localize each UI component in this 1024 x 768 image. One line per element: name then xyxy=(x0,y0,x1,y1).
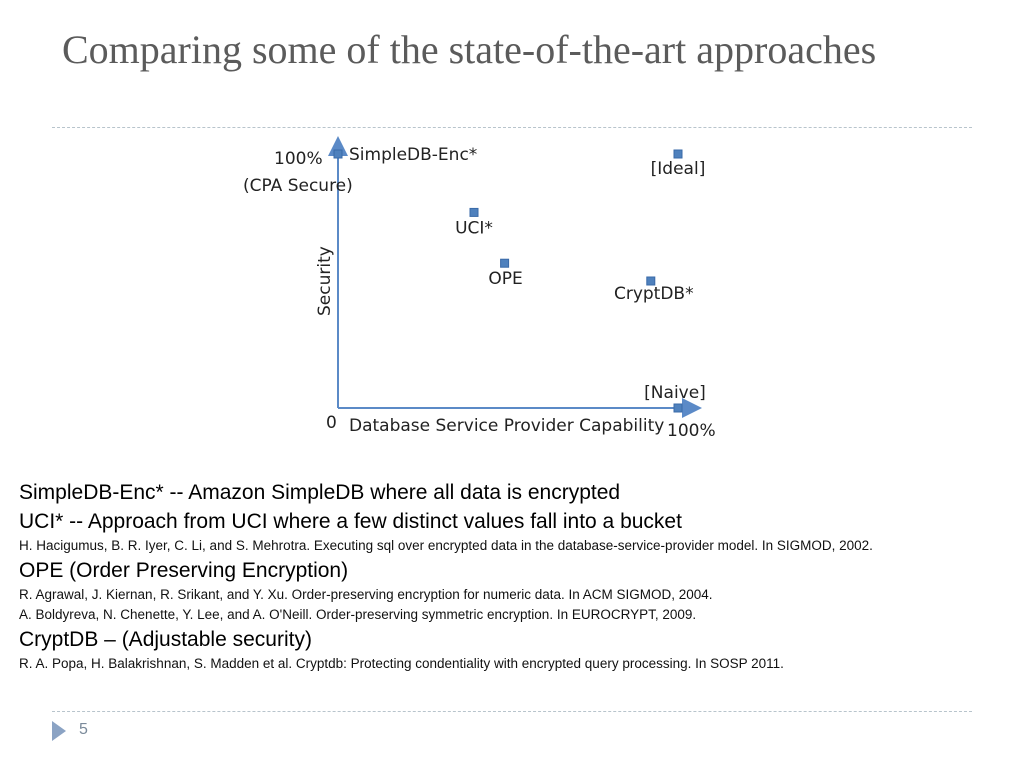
x-max-label: 100% xyxy=(667,421,716,441)
y-max-label: 100% xyxy=(274,149,323,169)
y-max-sublabel: (CPA Secure) xyxy=(243,176,353,196)
reference-list xyxy=(19,478,1009,674)
slide-title: Comparing some of the state-of-the-art approaches xyxy=(62,27,877,72)
point-ope xyxy=(501,259,509,267)
point-label-naive: [Naive] xyxy=(644,383,706,403)
x-axis-label: Database Service Provider Capability xyxy=(349,416,665,436)
point-ideal xyxy=(674,150,682,158)
point-label-simpledb-enc: SimpleDB-Enc* xyxy=(349,145,478,165)
point-uci xyxy=(470,208,478,216)
ref-uci-heading: UCI* -- Approach from UCI where a few distinct values fall into a bucket xyxy=(19,510,682,533)
footer-arrow-icon xyxy=(52,721,66,741)
x-origin-label: 0 xyxy=(326,413,337,433)
point-label-ope: OPE xyxy=(488,269,523,290)
y-axis-label: Security xyxy=(315,246,335,316)
ref-cryptdb-citation: R. A. Popa, H. Balakrishnan, S. Madden et al. Cryptdb: Protecting condentiality with encrypted query processing. In SOSP 2011. xyxy=(19,656,784,671)
ref-ope-citation-2: A. Boldyreva, N. Chenette, Y. Lee, and A. O'Neill. Order-preserving symmetric encryption. In EUROCRYPT, 2009. xyxy=(19,607,697,622)
ref-simpledb-heading: SimpleDB-Enc* -- Amazon SimpleDB where all data is encrypted xyxy=(19,481,621,504)
page-number: 5 xyxy=(79,721,88,738)
point-label-ideal: [Ideal] xyxy=(650,159,706,179)
ref-uci-citation: H. Hacigumus, B. R. Iyer, C. Li, and S. Mehrotra. Executing sql over encrypted data in the database-service-provider model. In SIGMOD, 2002. xyxy=(19,538,873,553)
point-naive xyxy=(674,404,682,412)
ref-ope-citation-1: R. Agrawal, J. Kiernan, R. Srikant, and Y. Xu. Order-preserving encryption for numeric data. In ACM SIGMOD, 2004. xyxy=(19,587,713,602)
point-label-cryptdb: CryptDB* xyxy=(613,284,694,304)
ref-cryptdb-heading: CryptDB – (Adjustable security) xyxy=(19,628,312,651)
point-label-uci: UCI* xyxy=(455,218,493,239)
footer-divider xyxy=(52,711,972,712)
point-simpledb-enc xyxy=(334,150,342,158)
ref-ope-heading: OPE (Order Preserving Encryption) xyxy=(19,559,349,582)
